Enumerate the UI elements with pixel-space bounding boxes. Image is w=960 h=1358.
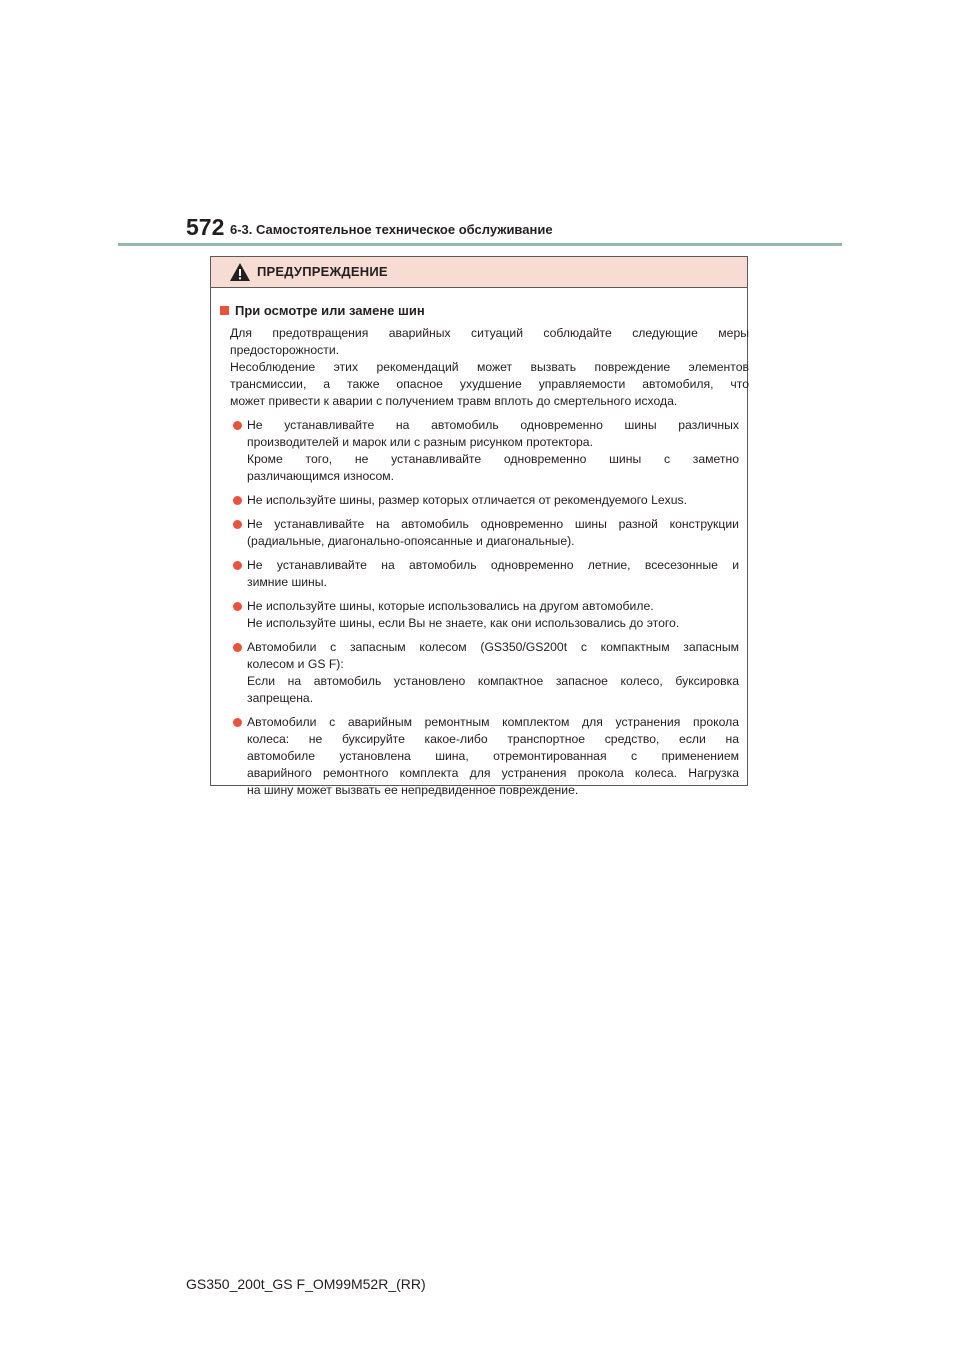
list-item bbox=[233, 516, 739, 550]
warning-title: ПРЕДУПРЕЖДЕНИЕ bbox=[257, 264, 388, 279]
bullet-dot-icon bbox=[233, 496, 242, 505]
list-item-line: зимние шины. bbox=[247, 575, 327, 589]
list-item bbox=[233, 557, 739, 591]
list-item-line: Не устанавливайте на автомобиль одновременно летние, всесезонные и bbox=[247, 558, 739, 572]
warning-body bbox=[211, 288, 747, 799]
list-item-line: Автомобили с аварийным ремонтным комплектом для устранения прокола bbox=[247, 715, 739, 729]
list-item bbox=[233, 492, 739, 509]
list-item-text bbox=[247, 492, 739, 509]
list-item-text bbox=[247, 639, 739, 707]
bullet-dot-icon bbox=[233, 602, 242, 611]
list-item-line: Не используйте шины, размер которых отличается от рекомендуемого Lexus. bbox=[247, 493, 687, 507]
intro-line: предосторожности. bbox=[230, 343, 340, 357]
intro-line: Для предотвращения аварийных ситуаций соблюдайте следующие меры bbox=[230, 326, 749, 340]
page-header bbox=[0, 0, 960, 250]
bullet-dot-icon bbox=[233, 421, 242, 430]
list-item bbox=[233, 598, 739, 632]
intro-paragraph bbox=[230, 325, 749, 410]
bullet-dot-icon bbox=[233, 561, 242, 570]
list-item-text bbox=[247, 714, 739, 799]
list-item bbox=[233, 417, 739, 485]
subheading-text: При осмотре или замене шин bbox=[235, 303, 425, 318]
intro-line: Несоблюдение этих рекомендаций может вызвать повреждение элементов bbox=[230, 360, 749, 374]
list-item-line: колеса: не буксируйте какое-либо транспортное средство, если на bbox=[247, 732, 739, 746]
list-item-line: Кроме того, не устанавливайте одновременно шины с заметно bbox=[247, 452, 739, 466]
list-item-line: Если на автомобиль установлено компактное запасное колесо, буксировка bbox=[247, 674, 739, 688]
list-item-line: запрещена. bbox=[247, 691, 314, 705]
list-item-line: Не используйте шины, если Вы не знаете, как они использовались до этого. bbox=[247, 616, 680, 630]
list-item-text bbox=[247, 557, 739, 591]
warning-triangle-icon bbox=[229, 262, 251, 282]
list-item-line: Не устанавливайте на автомобиль одновременно шины разной конструкции bbox=[247, 517, 739, 531]
bullet-dot-icon bbox=[233, 718, 242, 727]
list-item bbox=[233, 639, 739, 707]
list-item-line: различающимся износом. bbox=[247, 469, 395, 483]
list-item-line: (радиальные, диагонально-опоясанные и диагональные). bbox=[247, 534, 575, 548]
bullet-dot-icon bbox=[233, 520, 242, 529]
list-item-text bbox=[247, 598, 739, 632]
list-item-line: автомобиле установлена шина, отремонтированная с применением bbox=[247, 749, 739, 763]
intro-line: трансмиссии, а также опасное ухудшение управляемости автомобиля, что bbox=[230, 377, 749, 391]
list-item-text bbox=[247, 516, 739, 550]
warning-subheading bbox=[219, 302, 739, 319]
footer-doc-code: GS350_200t_GS F_OM99M52R_(RR) bbox=[186, 1276, 426, 1292]
list-item-line: Не устанавливайте на автомобиль одновременно шины различных bbox=[247, 418, 739, 432]
list-item bbox=[233, 714, 739, 799]
warning-header bbox=[211, 257, 747, 288]
list-item-line: на шину может вызвать ее непредвиденное повреждение. bbox=[247, 783, 579, 797]
list-item-line: аварийного ремонтного комплекта для устранения прокола колеса. Нагрузка bbox=[247, 766, 739, 780]
list-item-line: колесом и GS F): bbox=[247, 657, 344, 671]
intro-line: может привести к аварии с получением травм вплоть до смертельного исхода. bbox=[230, 394, 678, 408]
bullet-list bbox=[219, 417, 739, 799]
bullet-dot-icon bbox=[233, 643, 242, 652]
section-title: 6-3. Самостоятельное техническое обслуживание bbox=[230, 222, 553, 237]
square-bullet-icon bbox=[220, 306, 229, 315]
list-item-text bbox=[247, 417, 739, 485]
list-item-line: Автомобили с запасным колесом (GS350/GS200t с компактным запасным bbox=[247, 640, 739, 654]
page-number: 572 bbox=[186, 214, 225, 240]
list-item-line: производителей и марок или с разным рисунком протектора. bbox=[247, 435, 593, 449]
header-divider bbox=[118, 243, 842, 246]
list-item-line: Не используйте шины, которые использовались на другом автомобиле. bbox=[247, 599, 654, 613]
warning-box bbox=[210, 256, 749, 797]
